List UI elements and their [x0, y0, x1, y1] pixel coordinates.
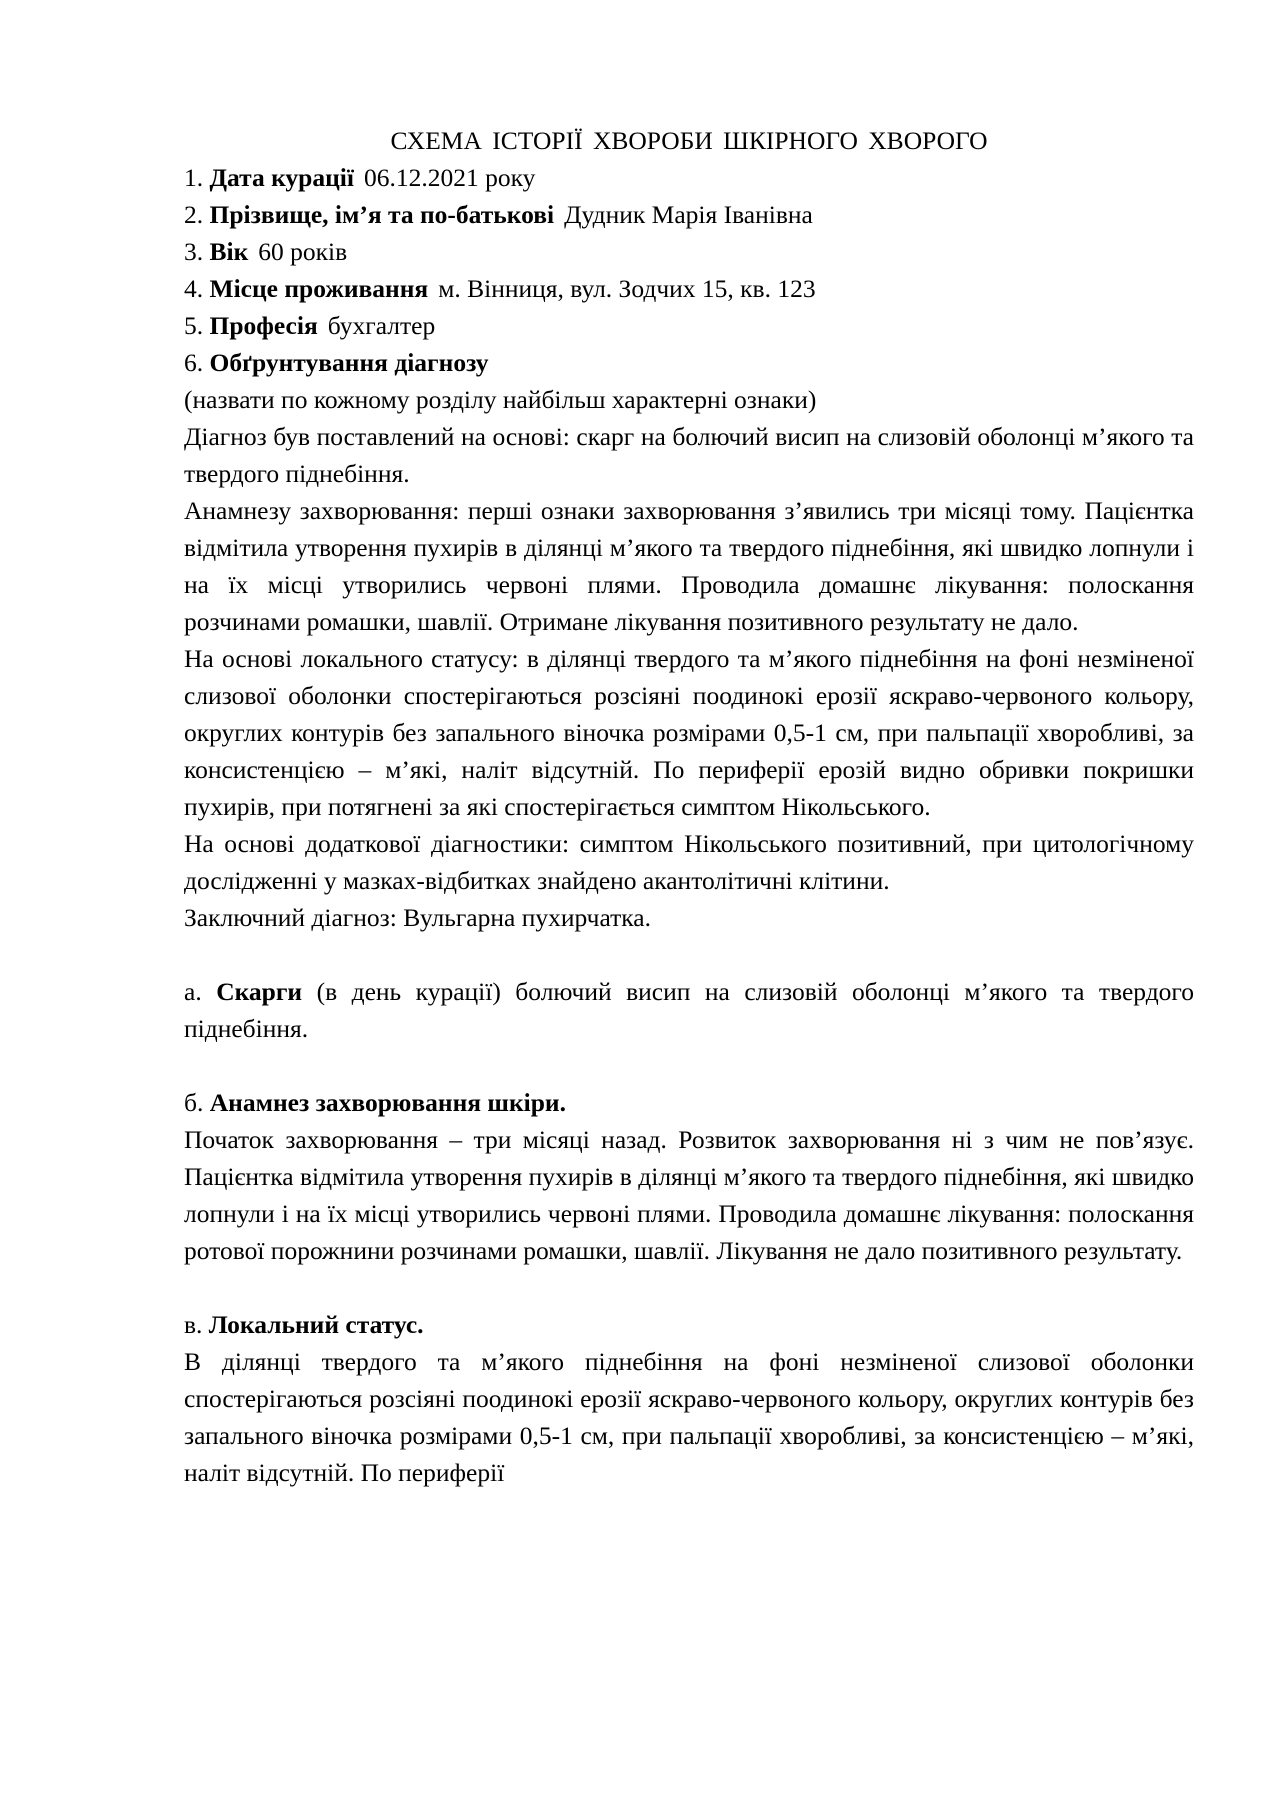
field-label: Вік — [209, 237, 249, 266]
diagnosis-paragraph: Анамнезу захворювання: перші ознаки захворювання з’явились три місяці тому. Пацієнтка відмітила утворення пухирів в ділянці м’якого та твердого піднебіння, які швидко лопнули і на їх місці утворились червоні плями. Проводила домашнє лікування: полоскання розчинами ромашки, шавлії. Отримане лікування позитивного результату не дало. — [184, 496, 1194, 636]
field-age — [184, 233, 1194, 270]
section-a-complaints — [184, 973, 1194, 1047]
final-diagnosis: Заключний діагноз: Вульгарна пухирчатка. — [184, 903, 651, 932]
spacer — [184, 1047, 1194, 1084]
document-title: СХЕМА ІСТОРІЇ ХВОРОБИ ШКІРНОГО ХВОРОГО — [390, 126, 988, 155]
section-6-heading — [184, 344, 1194, 381]
field-value: Дудник Марія Іванівна — [564, 200, 813, 229]
document-page — [184, 122, 1194, 1491]
section-heading: Анамнез захворювання шкіри. — [209, 1088, 566, 1117]
section-b-text: Початок захворювання – три місяці назад. Розвиток захворювання ні з чим не пов’язує. Пацієнтка відмітила утворення пухирів в ділянці м’якого та твердого піднебіння, які швидко лопнули і на їх місці утворились червоні плями. Проводила домашнє лікування: полоскання ротової порожнини розчинами ромашки, шавлії. Лікування не дало позитивного результату. — [184, 1125, 1194, 1265]
section-letter: б. — [184, 1088, 204, 1117]
field-profession — [184, 307, 1194, 344]
field-value: 60 років — [258, 237, 348, 266]
field-label: Професія — [209, 311, 318, 340]
field-number: 1. — [184, 163, 204, 192]
section-heading: Скарги — [216, 977, 303, 1006]
field-full-name — [184, 196, 1194, 233]
section-number: 6. — [184, 348, 204, 377]
spacer — [184, 1269, 1194, 1306]
section-v-heading — [184, 1306, 1194, 1343]
section-heading: Обґрунтування діагнозу — [209, 348, 489, 377]
field-number: 4. — [184, 274, 204, 303]
field-value: 06.12.2021 року — [363, 163, 536, 192]
field-label: Дата курації — [209, 163, 354, 192]
field-number: 3. — [184, 237, 204, 266]
section-letter: а. — [184, 977, 202, 1006]
field-label: Місце проживання — [209, 274, 429, 303]
section-heading: Локальний статус. — [208, 1310, 424, 1339]
field-value: м. Вінниця, вул. Зодчих 15, кв. 123 — [438, 274, 816, 303]
field-number: 2. — [184, 200, 204, 229]
field-curation-date — [184, 159, 1194, 196]
diagnosis-paragraph: На основі локального статусу: в ділянці твердого та м’якого піднебіння на фоні незміненої слизової оболонки спостерігаються розсіяні поодинокі ерозії яскраво-червоного кольору, округлих контурів без запального віночка розмірами 0,5-1 см, при пальпації хворобливі, за консистенцією – м’які, наліт відсутній. По периферії ерозій видно обривки покришки пухирів, при потягнені за які спостерігається симптом Нікольського. — [184, 644, 1194, 821]
section-letter: в. — [184, 1310, 203, 1339]
field-label: Прізвище, ім’я та по-батькові — [209, 200, 555, 229]
diagnosis-paragraph: Діагноз був поставлений на основі: скарг на болючий висип на слизовій оболонці м’якого та твердого піднебіння. — [184, 422, 1194, 488]
section-text: (в день курації) болючий висип на слизовій оболонці м’якого та твердого піднебіння. — [184, 977, 1194, 1043]
field-value: бухгалтер — [327, 311, 436, 340]
section-v-text: В ділянці твердого та м’якого піднебіння на фоні незміненої слизової оболонки спостерігаються розсіяні поодинокі ерозії яскраво-червоного кольору, округлих контурів без запального віночка розмірами 0,5-1 см, при пальпації хворобливі, за консистенцією – м’які, наліт відсутній. По периферії — [184, 1347, 1194, 1487]
section-b-heading — [184, 1084, 1194, 1121]
field-residence — [184, 270, 1194, 307]
section-6-note: (назвати по кожному розділу найбільш характерні ознаки) — [184, 385, 817, 414]
diagnosis-paragraph: На основі додаткової діагностики: симптом Нікольського позитивний, при цитологічному дослідженні у мазках-відбитках знайдено акантолітичні клітини. — [184, 829, 1194, 895]
field-number: 5. — [184, 311, 204, 340]
spacer — [184, 936, 1194, 973]
